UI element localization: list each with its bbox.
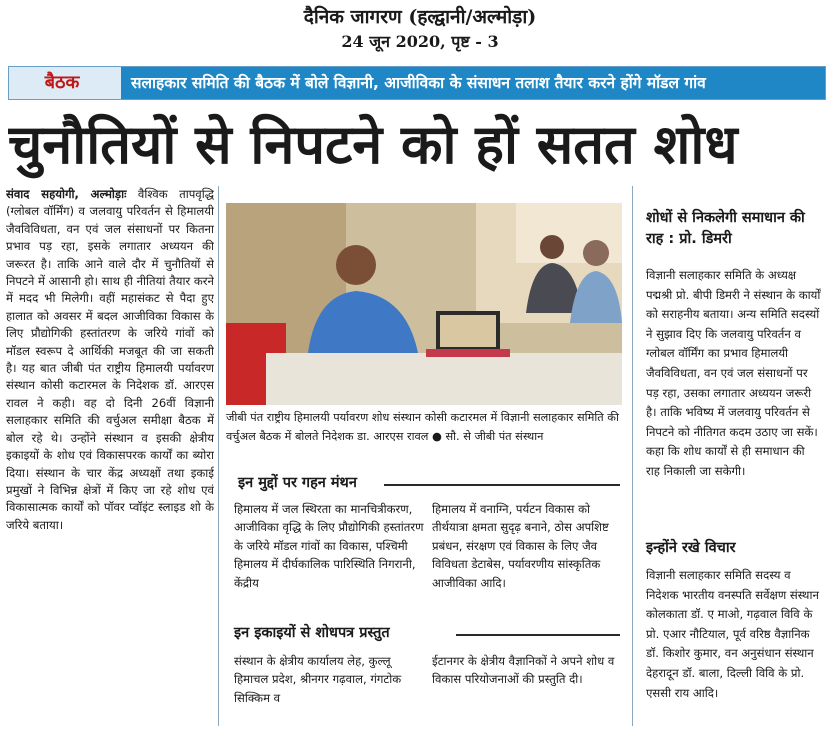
- masthead: [180, 4, 660, 54]
- newspaper-title: दैनिक जागरण (हल्द्वानी/अल्मोड़ा): [303, 6, 537, 28]
- sidebar-solutions-heading: शोधों से निकलेगी समाधान की राह : प्रो. डिमरी: [646, 210, 805, 247]
- main-story-column: [6, 186, 214, 726]
- kicker-tag: बैठक: [9, 67, 115, 99]
- news-photo: [226, 203, 622, 405]
- sidebar-solutions-text: विज्ञानी सलाहकार समिति के अध्यक्ष पद्मश्री प्रो. बीपी डिमरी ने संस्थान के कार्यों को सराहनीय बताया। अन्य समिति सदस्यों ने सुझाव दिए कि जलवायु परिवर्तन व ग्लोबल वॉर्मिंग का प्रभाव हिमालयी जैवविविधता, वन एवं जल संसाधनों पर पड़ रहा, उसका लगातार अध्ययन जरूरी है। ताकि भविष्य में जलवायु परिवर्तन से निपटने को नीतिगत कदम उठाए जा सकें। कहा कि शोध कार्यों से ही समाधान की राह निकाली जा सकेगी।: [646, 268, 821, 478]
- sidebar-views-heading: इन्होंने रखे विचार: [646, 540, 736, 556]
- sidebar-views-text: विज्ञानी सलाहकार समिति सदस्य व निदेशक भारतीय वनस्पति सर्वेक्षण संस्थान कोलकाता डॉ. ए माओ, गढ़वाल विवि के प्रो. एआर नौटियाल, पूर्व वरिष्ठ वैज्ञानिक डॉ. किशोर कुमार, वन अनुसंधान संस्थान देहरादून डॉ. बाला, दिल्ली विवि के प्रो. एससी राय आदि।: [646, 568, 819, 700]
- photo-caption: जीबी पंत राष्ट्रीय हिमालयी पर्यावरण शोध संस्थान कोसी कटारमल में विज्ञानी सलाहकार समिति की वर्चुअल बैठक में बोलते निदेशक डा. आरएस रावल ● सौ. से जीबी पंत संस्थान: [226, 411, 619, 443]
- column-divider-right: [632, 186, 633, 726]
- section-units-col2: ईटानगर के क्षेत्रीय वैज्ञानिकों ने अपने शोध व विकास परियोजनाओं की प्रस्तुति दी।: [432, 654, 615, 687]
- section-units-col1: संस्थान के क्षेत्रीय कार्यालय लेह, कुल्लू हिमाचल प्रदेश, श्रीनगर गढ़वाल, गंगटोक सिक्किम व: [234, 654, 402, 705]
- kicker-text: सलाहकार समिति की बैठक में बोले विज्ञानी, आजीविका के संसाधन तलाश तैयार करने होंगे मॉडल गांव: [121, 67, 825, 99]
- section-units-rule: [456, 634, 620, 636]
- kicker-bar: [8, 66, 826, 100]
- headline: चुनौतियों से निपटने को हों सतत शोध: [8, 113, 738, 176]
- section-units-heading: इन इकाइयों से शोधपत्र प्रस्तुत: [234, 625, 390, 641]
- photo-illustration: [226, 203, 622, 405]
- byline: संवाद सहयोगी, अल्मोड़ाः: [6, 187, 127, 201]
- section-issues-rule: [384, 484, 620, 486]
- publication-date: 24 जून 2020, पृष्ट - 3: [341, 32, 499, 51]
- section-issues-col1: हिमालय में जल स्थिरता का मानचित्रीकरण, आजीविका वृद्धि के लिए प्रौद्योगिकी हस्तांतरण के जरिये मॉडल गांवों का विकास, पश्चिमी हिमालय में दीर्घकालिक पारिस्थिति निगरानी, केंद्रीय: [234, 502, 424, 590]
- section-issues-heading: इन मुद्दों पर गहन मंथन: [238, 475, 357, 491]
- column-divider-left: [218, 186, 219, 726]
- main-story-text: वैश्विक तापवृद्धि (ग्लोबल वॉर्मिंग) व जलवायु परिवर्तन से हिमालयी जैवविविधता, वन एवं जल संसाधनों पर कितना प्रभाव पड़ रहा, इसके लगातार अध्ययन की जरूरत है। ताकि आने वाले दौर में चुनौतियों से निपटने में आसानी हो। साथ ही नीतियां तैयार करने में मदद भी मिलेगी। वहीं महासंकट से पैदा हुए हालात को अवसर में बदल आजीविका विकास के लिए प्रौद्योगिकी हस्तांतरण के जरिये गांवों को मॉडल स्वरूप दे आर्थिकी मजबूत की जा सकती है। यह बात जीबी पंत राष्ट्रीय हिमालयी पर्यावरण संस्थान कोसी कटारमल के निदेशक डॉ. आरएस रावल ने कही। वह दो दिनी 26वीं विज्ञानी सलाहकार समिति की वर्चुअल समीक्षा बैठक में बोल रहे थे। उन्होंने संस्थान व इसकी क्षेत्रीय इकाइयों के शोध एवं विकासपरक कार्यों का ब्योरा दिया। संस्थान के चार केंद्र अध्यक्षों तथा इकाई प्रमुखों ने विभिन्न क्षेत्रों में किए जा रहे शोध एवं विकासात्मक कार्यों को पॉवर प्वॉइंट स्लाइड शो के जरिये बताया।: [6, 187, 214, 532]
- section-issues-col2: हिमालय में वनाग्नि, पर्यटन विकास को तीर्थयात्रा क्षमता सुदृढ़ बनाने, ठोस अपशिष्ट प्रबंधन, संरक्षण एवं विकास के लिए जैव विविधता डेटाबेस, पर्यावरणीय सांस्कृतिक आजीविका आदि।: [432, 502, 609, 590]
